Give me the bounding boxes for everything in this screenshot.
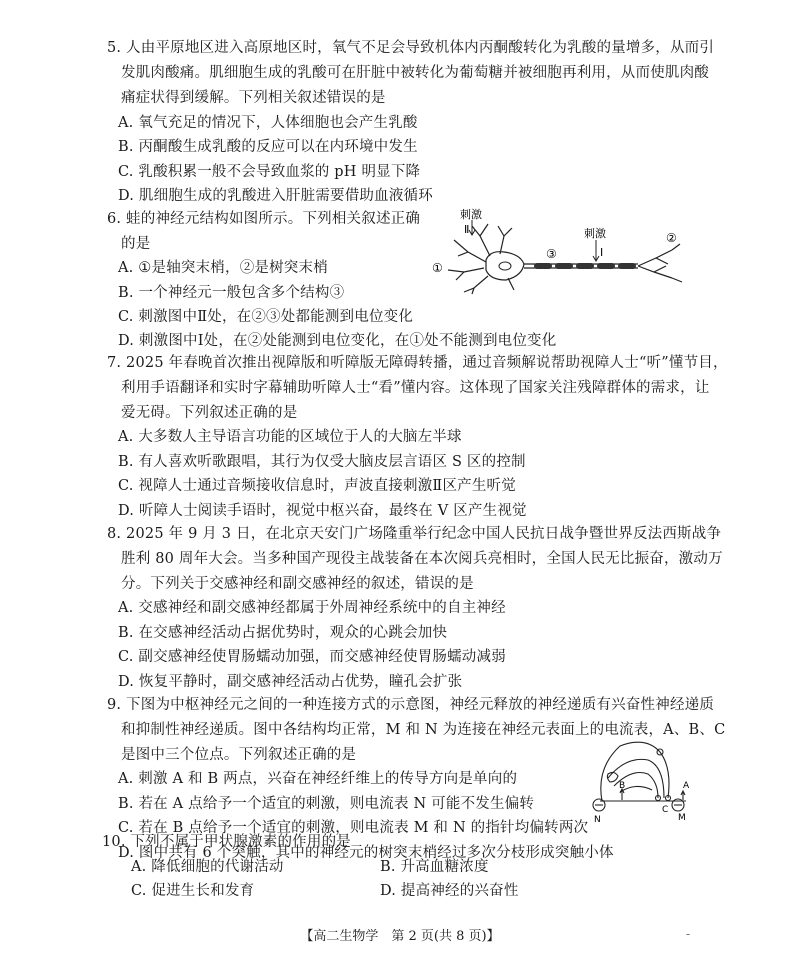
q7-stem-line-1: 7. 2025 年春晚首次推出视障版和听障版无障碍转播，通过音频解说帮助视障人士“听”懂节目，	[107, 355, 728, 371]
q9-stem-line-3: 是图中三个位点。下列叙述正确的是	[121, 747, 357, 763]
q10-stem-line-1: 10. 下列不属于甲状腺激素的作用的是	[102, 834, 351, 850]
fig-mark-II: Ⅱ	[464, 223, 470, 236]
q10-option-a: A. 降低细胞的代谢活动	[131, 859, 284, 875]
q5-stem-line-1: 5. 人由平原地区进入高原地区时，氧气不足会导致机体内丙酮酸转化为乳酸的量增多，从而引	[107, 40, 715, 56]
q8-option-b: B. 在交感神经活动占据优势时，观众的心跳会加快	[118, 625, 448, 641]
q6-option-c: C. 刺激图中Ⅱ处，在②③处都能测到电位变化	[118, 309, 414, 325]
q5-option-b: B. 丙酮酸生成乳酸的反应可以在内环境中发生	[118, 139, 418, 155]
q9-option-a: A. 刺激 A 和 B 两点，兴奋在神经纤维上的传导方向是单向的	[118, 771, 518, 787]
fig-point-B: B	[619, 781, 626, 791]
q8-option-a: A. 交感神经和副交感神经都属于外周神经系统中的自主神经	[118, 600, 506, 616]
q5-option-d: D. 肌细胞生成的乳酸进入肝脏需要借助血液循环	[118, 188, 433, 204]
q7-stem-line-2: 利用手语翻译和实时字幕辅助听障人士“看”懂内容。这体现了国家关注残障群体的需求，让	[121, 380, 710, 396]
fig-meter-M: M	[678, 813, 686, 823]
q6-option-a: A. ①是轴突末梢，②是树突末梢	[118, 260, 328, 276]
q6-stem-line-1: 6. 蛙的神经元结构如图所示。下列相关叙述正确	[107, 211, 421, 227]
fig-circle-2: ②	[666, 231, 677, 245]
q10-option-d: D. 提高神经的兴奋性	[380, 883, 519, 899]
neuron-circuit-diagram	[586, 738, 696, 824]
q6-option-b: B. 一个神经元一般包含多个结构③	[118, 285, 345, 301]
footer-mark: -	[686, 927, 691, 941]
q9-option-c: C. 若在 B 点给予一个适宜的刺激，则电流表 M 和 N 的指针均偏转两次	[118, 820, 589, 836]
q9-option-d: D. 图中共有 6 个突触，其中的神经元的树突末梢经过多次分枝形成突触小体	[118, 845, 614, 861]
neuron-diagram	[428, 206, 698, 298]
q8-stem-line-3: 分。下列关于交感神经和副交感神经的叙述，错误的是	[121, 576, 474, 592]
q9-option-b: B. 若在 A 点给予一个适宜的刺激，则电流表 N 可能不发生偏转	[118, 796, 535, 812]
fig-circle-3: ③	[546, 247, 557, 261]
fig-circle-1: ①	[432, 261, 443, 275]
q5-option-a: A. 氧气充足的情况下，人体细胞也会产生乳酸	[118, 115, 418, 131]
q7-option-c: C. 视障人士通过音频接收信息时，声波直接刺激Ⅱ区产生听觉	[118, 478, 516, 494]
q9-stem-line-2: 和抑制性神经递质。图中各结构均正常，M 和 N 为连接在神经元表面上的电流表，A、B、C	[121, 722, 726, 738]
fig-stim-left: 刺激	[460, 208, 482, 221]
q7-option-b: B. 有人喜欢听歌跟唱，其行为仅受大脑皮层言语区 S 区的控制	[118, 454, 526, 470]
fig-meter-N: N	[594, 815, 601, 824]
q6-stem-line-2: 的是	[121, 236, 151, 252]
q5-option-c: C. 乳酸积累一般不会导致血浆的 pH 明显下降	[118, 164, 421, 180]
q8-option-c: C. 副交感神经使胃肠蠕动加强，而交感神经使胃肠蠕动减弱	[118, 649, 506, 665]
q10-option-c: C. 促进生长和发育	[131, 883, 255, 899]
q8-option-d: D. 恢复平静时，副交感神经活动占优势，瞳孔会扩张	[118, 674, 463, 690]
q7-option-a: A. 大多数人主导语言功能的区域位于人的大脑左半球	[118, 429, 462, 445]
fig-stim-mid: 刺激	[584, 227, 606, 240]
q9-stem-line-1: 9. 下图为中枢神经元之间的一种连接方式的示意图，神经元释放的神经递质有兴奋性神经递质	[107, 697, 715, 713]
fig-mark-I: Ⅰ	[600, 246, 604, 259]
fig-point-C: C	[662, 805, 669, 815]
q5-stem-line-2: 发肌肉酸痛。肌细胞生成的乳酸可在肝脏中被转化为葡萄糖并被细胞再利用，从而使肌肉酸	[121, 65, 709, 81]
q7-stem-line-3: 爱无碍。下列叙述正确的是	[121, 405, 298, 421]
q8-stem-line-2: 胜利 80 周年大会。当多种国产现役主战装备在本次阅兵亮相时，全国人民无比振奋，激动万	[121, 551, 723, 567]
page-footer: 【高二生物学 第 2 页(共 8 页)】	[300, 929, 500, 944]
q7-option-d: D. 听障人士阅读手语时，视觉中枢兴奋，最终在 V 区产生视觉	[118, 503, 527, 519]
q5-stem-line-3: 痛症状得到缓解。下列相关叙述错误的是	[121, 90, 386, 106]
q8-stem-line-1: 8. 2025 年 9 月 3 日，在北京天安门广场隆重举行纪念中国人民抗日战争暨世界反法西斯战争	[107, 526, 722, 542]
q6-option-d: D. 刺激图中Ⅰ处，在②处能测到电位变化，在①处不能测到电位变化	[118, 333, 557, 349]
q10-option-b: B. 升高血糖浓度	[380, 859, 489, 875]
fig-point-A: A	[683, 781, 690, 791]
